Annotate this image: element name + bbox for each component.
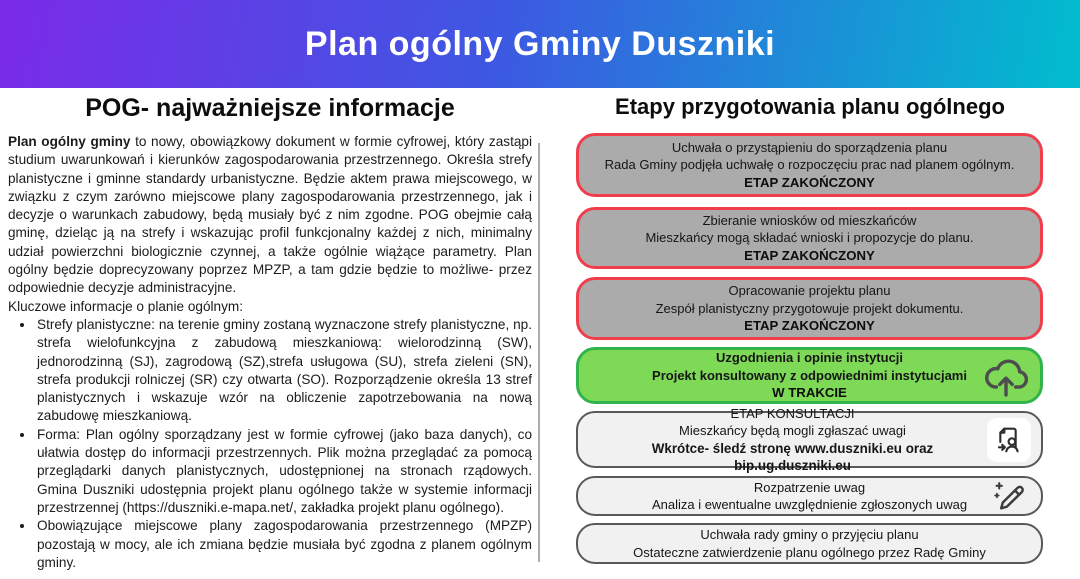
key-info-label: Kluczowe informacje o planie ogólnym: [8, 298, 243, 314]
stages-heading: Etapy przygotowania planu ogólnego [615, 94, 1005, 119]
stage-description: Ostateczne zatwierdzenie planu ogólnego przez Radę Gminy [633, 544, 986, 560]
stage-title: Uchwała o przystąpieniu do sporządzenia planu [671, 139, 948, 155]
stage-description: Rada Gminy podjęła uchwałę o rozpoczęciu prac nad planem ogólnym. [604, 157, 1015, 172]
stage-description: Projekt konsultowany z odpowiednimi instytucjami [652, 367, 967, 383]
stage-title: Rozpatrzenie uwag [753, 479, 866, 495]
stage-status: ETAP ZAKOŃCZONY [744, 174, 875, 190]
info-heading: POG- najważniejsze informacje [85, 94, 455, 122]
stage-description: Zespół planistyczny przygotowuje projekt dokumentu. [655, 300, 964, 316]
stage-title: ETAP KONSULTACJI [730, 405, 855, 421]
stage-title: Zbieranie wniosków od mieszkańców [702, 212, 917, 228]
document-user-icon [987, 418, 1031, 462]
stage-opracowanie-projektu [576, 277, 1043, 340]
stage-description: Mieszkańcy będą mogli zgłaszać uwagi [679, 423, 906, 438]
stage-uzgodnienia-opinie [576, 347, 1043, 404]
stage-uchwala-przystapienie [576, 133, 1043, 197]
intro-lead-bold: Plan ogólny gminy [8, 134, 131, 149]
intro-body-text: to nowy, obowiązkowy dokument w formie cyfrowej, który zastąpi studium uwarunkowań i kierunków zagospodarowania przestrzennego. Określa strefy planistyczne i gminne standardy urbanistyczne. Będzie aktem prawa miejscowego, w związku z czym zarówno miejscowe plany zagospodarowania przestrzennego, jak i decyzje o warunkach zabudowy, będą musiały być z nim zgodne. POG obejmie całą gminę, dzieląc ją na strefy i wskazując profil funkcjonalny każdej z nich, minimalny udział powierzchni biologicznie czynnej, a także ogólnie wiążące parametry. Plan ogólny będzie doprecyzowany poprzez MPZP, a tam gdzie będzie to możliwe- przez odpowiednie decyzje administracyjne. [8, 134, 533, 296]
stage-description: Analiza i ewentualne uwzględnienie zgłoszonych uwag [651, 497, 968, 512]
stage-status: ETAP ZAKOŃCZONY [744, 247, 875, 263]
key-info-list [18, 316, 532, 572]
stage-zbieranie-wnioskow [576, 207, 1043, 269]
stage-title: Uzgodnienia i opinie instytucji [715, 350, 904, 365]
list-item: • Forma: Plan ogólny sporządzany jest w formie cyfrowej (jako baza danych), co ułatwia dostęp do informacji przestrzennych. Plik można przeglądać za pomocą przeglądarki danych planistycznych, udostępnionej na stronach rządowych. Gmina Duszniki udostępnia projekt planu ogólnego także w systemie informacji przestrzennej (https://duszniki.e-mapa.net/, zakładka projekt planu ogólnego). [35, 426, 532, 517]
stage-title: Opracowanie projektu planu [728, 283, 891, 298]
pencil-sparkle-icon [991, 478, 1031, 514]
stage-uchwala-przyjecie [576, 523, 1043, 564]
page-title: Plan ogólny Gminy Duszniki [304, 24, 776, 63]
stage-status: W TRAKCIE [772, 385, 847, 400]
list-item: • Obowiązujące miejscowe plany zagospodarowania przestrzennego (MPZP) pozostają w mocy, ale ich zmiana będzie musiała być zgodna z planem ogólnym gminy. [35, 517, 532, 572]
stage-followup-note: Wkrótce- śledź stronę www.duszniki.eu oraz bip.ug.duszniki.eu [651, 440, 934, 473]
list-item: • Strefy planistyczne: na terenie gminy zostaną wyznaczone strefy planistyczne, np. strefa wielofunkcyjna z zabudową mieszkaniową: wielorodzinną (SW), jednorodzinną (SJ), zagrodową (SZ),strefa usługowa (SU), strefa zieleni (SN), strefa produkcji rolniczej (SR) czy otwarta (SO). Rozporządzenie określa 13 stref planistycznych i wskazuje wzór na obliczenie zapotrzebowania na nową zabudowę mieszkaniową. [35, 316, 532, 426]
stage-description: Mieszkańcy mogą składać wnioski i propozycje do planu. [645, 230, 974, 245]
stage-rozpatrzenie-uwag [576, 476, 1043, 516]
stage-etap-konsultacji [576, 405, 1043, 473]
cloud-upload-icon [982, 354, 1030, 398]
header-banner [0, 0, 1080, 88]
stage-status: ETAP ZAKOŃCZONY [744, 318, 875, 333]
column-divider [538, 143, 540, 562]
info-section [8, 94, 532, 572]
stage-title: Uchwała rady gminy o przyjęciu planu [700, 527, 919, 542]
intro-paragraph [8, 133, 532, 298]
